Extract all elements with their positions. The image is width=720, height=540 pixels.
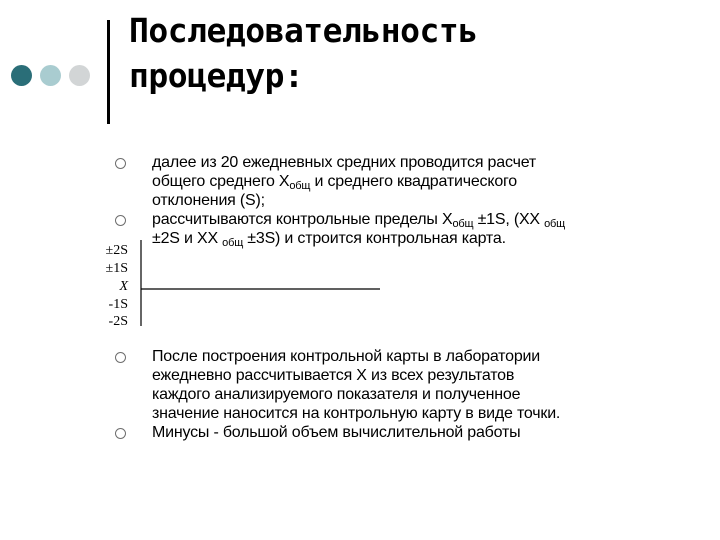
title-line-1: Последовательность: [129, 11, 478, 50]
bullet-1-line-2: общего среднего $X_{общ}$ и среднего квадратического: [152, 173, 517, 192]
bullet-3-line-4: значение наносится на контрольную карту в виде точки.: [152, 405, 561, 422]
bullet-text-4: [152, 423, 702, 442]
bullet-3-line-3: каждого анализируемого показателя и полученное: [152, 386, 521, 403]
bullet-3-line-1: После построения контрольной карты в лаборатории: [152, 348, 541, 365]
bullet-3-line-2: ежедневно рассчитывается X из всех результатов: [152, 367, 515, 384]
chart-label-plus2s: ±2S: [105, 243, 128, 258]
chart-label-minus2s: -2S: [108, 314, 128, 329]
title-line-2: процедур:: [129, 56, 304, 95]
chart-label-mean: X: [119, 279, 128, 294]
bullet-2-line-1: рассчитываются контрольные пределы $X_{общ} \pm 1S$, (XX $_{общ}$: [152, 211, 566, 230]
bullet-circle-icon: [115, 352, 126, 363]
bullet-4-line-1: Минусы - большой объем вычислительной работы: [152, 424, 521, 441]
bullet-text-3: [152, 347, 702, 423]
bullet-2-line-2: ±2S и XX $_{общ}$ ±3S) и строится контрольная карта.: [152, 230, 506, 249]
bullet-1-line-1: далее из 20 ежедневных средних проводится расчет: [152, 154, 537, 171]
chart-label-plus1s: ±1S: [105, 261, 128, 276]
bullet-1-line-3: отклонения (S);: [152, 192, 265, 209]
bullet-circle-icon: [115, 428, 126, 439]
chart-label-minus1s: -1S: [108, 297, 128, 312]
